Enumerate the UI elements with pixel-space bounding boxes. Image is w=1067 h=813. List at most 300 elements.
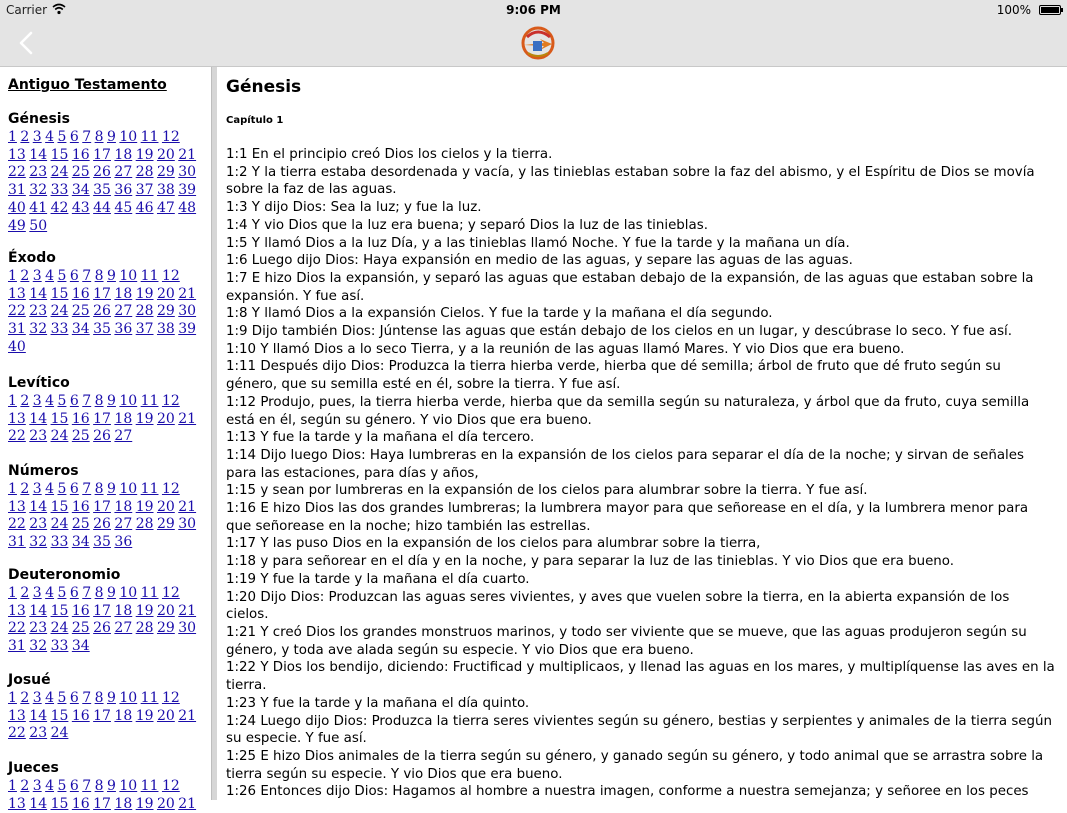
- chapter-link[interactable]: 44: [93, 199, 111, 216]
- chapter-link[interactable]: 10: [119, 481, 138, 497]
- chapter-link[interactable]: 1: [8, 268, 17, 284]
- battery-icon: [1039, 5, 1061, 15]
- verse: 1:19 Y fue la tarde y la mañana el día cuarto.: [226, 571, 530, 587]
- chapter-link[interactable]: 31: [8, 534, 26, 551]
- verse: 1:5 Y llamó Dios a la luz Día, y a las tinieblas llamó Noche. Y fue la tarde y la mañana un día.: [226, 235, 850, 251]
- chapter-link[interactable]: 27: [114, 164, 133, 181]
- chapter-link[interactable]: 27: [114, 428, 133, 445]
- chapter-link[interactable]: 18: [114, 795, 133, 812]
- chapter-link[interactable]: 22: [8, 516, 26, 533]
- chapter-link[interactable]: 17: [93, 498, 111, 515]
- chapter-link[interactable]: 23: [29, 516, 48, 533]
- chapter-link[interactable]: 1: [8, 481, 17, 497]
- chapter-link[interactable]: 13: [8, 602, 26, 619]
- verse: 1:20 Dijo Dios: Produzcan las aguas seres vivientes, y aves que vuelen sobre la tierra, en la abierta expansión de los cielos.: [226, 589, 1010, 623]
- chapter-link[interactable]: 25: [71, 516, 90, 533]
- verse: 1:10 Y llamó Dios a lo seco Tierra, y a la reunión de las aguas llamó Mares. Y vio Dios que era bueno.: [226, 341, 905, 357]
- chapter-link[interactable]: 18: [114, 410, 133, 427]
- chapter-link[interactable]: 48: [178, 199, 197, 216]
- chapter-links: [8, 778, 208, 813]
- chapter-link[interactable]: 29: [156, 620, 175, 637]
- chapter-link[interactable]: 19: [135, 285, 154, 302]
- chapter-link[interactable]: 8: [94, 778, 104, 794]
- chapter-link[interactable]: 27: [114, 516, 133, 533]
- chapter-link[interactable]: 32: [29, 534, 48, 551]
- chapter-link[interactable]: 29: [156, 164, 175, 181]
- chapter-link[interactable]: 14: [29, 410, 48, 427]
- chapter-link[interactable]: 46: [135, 199, 154, 216]
- chapter-link[interactable]: 32: [29, 638, 48, 655]
- chapter-link[interactable]: 26: [93, 164, 111, 181]
- chapter-link[interactable]: 6: [69, 268, 79, 284]
- battery-percent: 100%: [996, 3, 1031, 17]
- chapter-link[interactable]: 15: [50, 146, 69, 163]
- chapter-link[interactable]: 41: [29, 199, 48, 216]
- chapter-row: [8, 796, 208, 813]
- chapter-link[interactable]: 5: [57, 268, 67, 284]
- chapter-link[interactable]: 32: [29, 321, 48, 338]
- verse: 1:12 Produjo, pues, la tierra hierba verde, hierba que da semilla según su naturaleza, y árbol que da fruto, cuya semilla está en él, según su género. Y vio Dios que era bueno.: [226, 394, 1030, 428]
- chapter-link[interactable]: 30: [178, 303, 197, 320]
- chapter-link[interactable]: 15: [50, 410, 69, 427]
- chapter-link[interactable]: 15: [50, 602, 69, 619]
- chapter-link[interactable]: 15: [50, 795, 69, 812]
- chapter-link[interactable]: 29: [156, 303, 175, 320]
- chapter-row: [8, 129, 208, 147]
- chapter-link[interactable]: 22: [8, 428, 26, 445]
- chapter-link[interactable]: 14: [29, 285, 48, 302]
- chapter-link[interactable]: 16: [71, 498, 90, 515]
- chapter-row: [8, 585, 208, 603]
- chapter-link[interactable]: 19: [135, 410, 154, 427]
- chapter-link[interactable]: 4: [45, 481, 55, 497]
- chapter-link[interactable]: 49: [8, 217, 26, 234]
- chapter-link[interactable]: 30: [178, 620, 197, 637]
- chapter-link[interactable]: 12: [161, 129, 180, 145]
- chapter-link[interactable]: 5: [57, 585, 67, 601]
- verse: 1:2 Y la tierra estaba desordenada y vacía, y las tinieblas estaban sobre la faz del abismo, y el Espíritu de Dios se movía sobre la faz de las aguas.: [226, 164, 1035, 198]
- verse: 1:25 E hizo Dios animales de la tierra según su género, y ganado según su género, y todo animal que se arrastra sobre la tierra según su especie. Y vio Dios que era bueno.: [226, 748, 1044, 782]
- book-6: [8, 760, 208, 813]
- chapter-link[interactable]: 16: [71, 146, 90, 163]
- chapter-link[interactable]: 6: [69, 585, 79, 601]
- chapter-link[interactable]: 38: [156, 321, 175, 338]
- chapter-links: [8, 690, 208, 743]
- chapter-row: [8, 200, 208, 218]
- status-bar: [0, 0, 1067, 20]
- chapter-link[interactable]: 19: [135, 602, 154, 619]
- chapter-link[interactable]: 24: [50, 428, 69, 445]
- chapter-link[interactable]: 38: [156, 182, 175, 199]
- chapter-link[interactable]: 18: [114, 602, 133, 619]
- verse: 1:9 Dijo también Dios: Júntense las aguas que están debajo de los cielos en un lugar, y descúbrase lo seco. Y fue así.: [226, 324, 1013, 340]
- chapter-link[interactable]: 21: [178, 498, 197, 515]
- chapter-row: [8, 321, 208, 339]
- book-name: Deuteronomio: [8, 567, 121, 583]
- chapter-link[interactable]: 6: [69, 690, 79, 706]
- chapter-link[interactable]: 17: [93, 795, 111, 812]
- chapter-link[interactable]: 33: [50, 534, 69, 551]
- chapter-link[interactable]: 24: [50, 725, 69, 742]
- chapter-link[interactable]: 16: [71, 795, 90, 812]
- chapter-link[interactable]: 8: [94, 690, 104, 706]
- chapter-link[interactable]: 5: [57, 129, 67, 145]
- verse: 1:13 Y fue la tarde y la mañana el día tercero.: [226, 430, 535, 446]
- chapter-link[interactable]: 13: [8, 285, 26, 302]
- chapter-link[interactable]: 24: [50, 516, 69, 533]
- chapter-row: [8, 303, 208, 321]
- chapter-link[interactable]: 13: [8, 146, 26, 163]
- chapter-link[interactable]: 39: [178, 321, 197, 338]
- chapter-link[interactable]: 43: [71, 199, 90, 216]
- chapter-link[interactable]: 9: [107, 268, 116, 284]
- book-0: [8, 111, 208, 235]
- chapter-link[interactable]: 12: [161, 393, 180, 409]
- chapter-row: [8, 725, 208, 743]
- chapter-link[interactable]: 10: [119, 129, 138, 145]
- chapter-link[interactable]: 6: [69, 481, 79, 497]
- chapter-link[interactable]: 14: [29, 146, 48, 163]
- chapter-link[interactable]: 34: [71, 638, 90, 655]
- chapter-link[interactable]: 20: [156, 410, 175, 427]
- chapter-link[interactable]: 28: [135, 620, 154, 637]
- chapter-link[interactable]: 17: [93, 602, 111, 619]
- verse: 1:18 y para señorear en el día y en la noche, y para separar la luz de las tinieblas. Y vio Dios que era bueno.: [226, 554, 955, 570]
- chapter-link[interactable]: 30: [178, 516, 197, 533]
- book-1: [8, 250, 208, 357]
- chapter-link[interactable]: 17: [93, 707, 111, 724]
- verse: 1:15 y sean por lumbreras en la expansión de los cielos para alumbrar sobre la tierra. Y fue así.: [226, 483, 868, 499]
- chapter-link[interactable]: 18: [114, 285, 133, 302]
- chapter-link[interactable]: 36: [114, 534, 133, 551]
- chapter-link[interactable]: 4: [45, 778, 55, 794]
- chapter-link[interactable]: 26: [93, 620, 111, 637]
- chapter-link[interactable]: 21: [178, 707, 197, 724]
- book-4: [8, 567, 208, 656]
- reading-pane: [226, 67, 1056, 800]
- chapter-link[interactable]: 28: [135, 164, 154, 181]
- chapter-link[interactable]: 27: [114, 303, 133, 320]
- chapter-link[interactable]: 18: [114, 146, 133, 163]
- chapter-links: [8, 268, 208, 357]
- chapter-link[interactable]: 24: [50, 620, 69, 637]
- chapter-row: [8, 393, 208, 411]
- chapter-row: [8, 516, 208, 534]
- chapter-link[interactable]: 9: [107, 585, 116, 601]
- chapter-link[interactable]: 19: [135, 795, 154, 812]
- chapter-link[interactable]: 3: [32, 481, 42, 497]
- chapter-link[interactable]: 50: [29, 217, 48, 234]
- chapter-link[interactable]: 11: [140, 129, 159, 145]
- chapter-link[interactable]: 7: [82, 393, 92, 409]
- chapter-link[interactable]: 35: [93, 182, 111, 199]
- chapter-link[interactable]: 20: [156, 602, 175, 619]
- chapter-link[interactable]: 6: [69, 129, 79, 145]
- book-index-sidebar: [0, 67, 211, 812]
- split-divider[interactable]: [211, 67, 217, 800]
- verse: 1:1 En el principio creó Dios los cielos y la tierra.: [226, 147, 553, 162]
- chapter-link[interactable]: 4: [45, 268, 55, 284]
- verse: 1:6 Luego dijo Dios: Haya expansión en medio de las aguas, y separe las aguas de las aguas.: [226, 253, 853, 269]
- chapter-row: [8, 339, 208, 357]
- chapter-links: [8, 129, 208, 235]
- chapter-link[interactable]: 14: [29, 707, 48, 724]
- verse: 1:3 Y dijo Dios: Sea la luz; y fue la luz.: [226, 200, 482, 216]
- chapter-link[interactable]: 2: [20, 690, 30, 706]
- chapter-link[interactable]: 29: [156, 516, 175, 533]
- chapter-link[interactable]: 14: [29, 602, 48, 619]
- verse: 1:8 Y llamó Dios a la expansión Cielos. Y fue la tarde y la mañana el día segundo.: [226, 306, 773, 322]
- chapter-link[interactable]: 22: [8, 303, 26, 320]
- chapter-link[interactable]: 45: [114, 199, 133, 216]
- chapter-link[interactable]: 10: [119, 690, 138, 706]
- chapter-link[interactable]: 11: [140, 585, 159, 601]
- chapter-link[interactable]: 39: [178, 182, 197, 199]
- chapter-link[interactable]: 23: [29, 428, 48, 445]
- chapter-link[interactable]: 28: [135, 303, 154, 320]
- chapter-link[interactable]: 28: [135, 516, 154, 533]
- chapter-link[interactable]: 7: [82, 585, 92, 601]
- chapter-link[interactable]: 18: [114, 707, 133, 724]
- chapter-link[interactable]: 3: [32, 690, 42, 706]
- chapter-link[interactable]: 12: [161, 778, 180, 794]
- chapter-row: [8, 499, 208, 517]
- chapter-link[interactable]: 34: [71, 534, 90, 551]
- verse: 1:11 Después dijo Dios: Produzca la tierra hierba verde, hierba que dé semilla; árbol de fruto que dé fruto según su género, que su semilla esté en él, sobre la tierra. Y fue así.: [226, 359, 1001, 393]
- chapter-link[interactable]: 10: [119, 778, 138, 794]
- chapter-link[interactable]: 15: [50, 498, 69, 515]
- verse: 1:7 E hizo Dios la expansión, y separó las aguas que estaban debajo de la expansión, de las aguas que estaban sobre la expansión. Y fue así.: [226, 270, 1034, 304]
- chapter-link[interactable]: 13: [8, 795, 26, 812]
- chapter-link[interactable]: 13: [8, 410, 26, 427]
- chapter-link[interactable]: 24: [50, 303, 69, 320]
- chapter-link[interactable]: 24: [50, 164, 69, 181]
- chapter-link[interactable]: 8: [94, 129, 104, 145]
- chapter-link[interactable]: 5: [57, 393, 67, 409]
- chapter-link[interactable]: 11: [140, 481, 159, 497]
- book-name: Josué: [8, 672, 51, 688]
- chapter-link[interactable]: 6: [69, 778, 79, 794]
- chapter-link[interactable]: 19: [135, 498, 154, 515]
- chapter-link[interactable]: 12: [161, 268, 180, 284]
- chapter-link[interactable]: 8: [94, 481, 104, 497]
- chapter-link[interactable]: 26: [93, 516, 111, 533]
- chapter-link[interactable]: 19: [135, 707, 154, 724]
- chapter-link[interactable]: 17: [93, 410, 111, 427]
- chapter-link[interactable]: 18: [114, 498, 133, 515]
- chapter-link[interactable]: 9: [107, 778, 116, 794]
- chapter-row: [8, 638, 208, 656]
- chapter-link[interactable]: 5: [57, 481, 67, 497]
- chapter-row: [8, 778, 208, 796]
- chapter-row: [8, 481, 208, 499]
- chapter-link[interactable]: 16: [71, 602, 90, 619]
- chapter-link[interactable]: 12: [161, 585, 180, 601]
- chapter-link[interactable]: 4: [45, 129, 55, 145]
- book-title: Génesis: [226, 77, 302, 97]
- chapter-link[interactable]: 16: [71, 285, 90, 302]
- chapter-link[interactable]: 3: [32, 129, 42, 145]
- chapter-link[interactable]: 33: [50, 638, 69, 655]
- chapter-link[interactable]: 4: [45, 690, 55, 706]
- chapter-link[interactable]: 27: [114, 620, 133, 637]
- chapter-link[interactable]: 4: [45, 393, 55, 409]
- chapter-link[interactable]: 14: [29, 795, 48, 812]
- chapter-link[interactable]: 22: [8, 725, 26, 742]
- chapter-link[interactable]: 11: [140, 778, 159, 794]
- chapter-link[interactable]: 47: [156, 199, 175, 216]
- chapter-link[interactable]: 11: [140, 393, 159, 409]
- chapter-link[interactable]: 26: [93, 428, 111, 445]
- book-name: Jueces: [8, 760, 59, 776]
- chapter-link[interactable]: 2: [20, 778, 30, 794]
- chapter-link[interactable]: 16: [71, 707, 90, 724]
- chapter-link[interactable]: 3: [32, 268, 42, 284]
- chapter-link[interactable]: 1: [8, 129, 17, 145]
- chapter-link[interactable]: 9: [107, 129, 116, 145]
- chapter-link[interactable]: 34: [71, 182, 90, 199]
- chapter-link[interactable]: 33: [50, 182, 69, 199]
- chapter-link[interactable]: 40: [8, 199, 26, 216]
- chapter-link[interactable]: 37: [135, 321, 154, 338]
- chapter-link[interactable]: 37: [135, 182, 154, 199]
- chapter-link[interactable]: 7: [82, 778, 92, 794]
- chapter-link[interactable]: 23: [29, 164, 48, 181]
- chapter-row: [8, 286, 208, 304]
- chapter-link[interactable]: 10: [119, 268, 138, 284]
- chapter-row: [8, 268, 208, 286]
- section-title[interactable]: Antiguo Testamento: [8, 77, 167, 93]
- chapter-link[interactable]: 31: [8, 638, 26, 655]
- chapter-link[interactable]: 2: [20, 481, 30, 497]
- chapter-link[interactable]: 26: [93, 303, 111, 320]
- chapter-link[interactable]: 21: [178, 410, 197, 427]
- chapter-link[interactable]: 12: [161, 481, 180, 497]
- chapter-link[interactable]: 34: [71, 321, 90, 338]
- book-name: Números: [8, 463, 79, 479]
- chapter-link[interactable]: 10: [119, 393, 138, 409]
- chapter-link[interactable]: 1: [8, 690, 17, 706]
- chapter-link[interactable]: 7: [82, 690, 92, 706]
- chapter-row: [8, 534, 208, 552]
- chapter-link[interactable]: 15: [50, 707, 69, 724]
- chapter-link[interactable]: 35: [93, 321, 111, 338]
- chapter-link[interactable]: 15: [50, 285, 69, 302]
- chapter-link[interactable]: 33: [50, 321, 69, 338]
- chapter-link[interactable]: 31: [8, 321, 26, 338]
- chapter-link[interactable]: 3: [32, 585, 42, 601]
- chapter-link[interactable]: 13: [8, 707, 26, 724]
- chapter-link[interactable]: 11: [140, 690, 159, 706]
- chapter-link[interactable]: 2: [20, 585, 30, 601]
- chapter-link[interactable]: 32: [29, 182, 48, 199]
- chapter-link[interactable]: 20: [156, 707, 175, 724]
- chapter-link[interactable]: 14: [29, 498, 48, 515]
- chapter-link[interactable]: 8: [94, 393, 104, 409]
- chapter-link[interactable]: 25: [71, 428, 90, 445]
- chapter-link[interactable]: 1: [8, 778, 17, 794]
- chapter-link[interactable]: 7: [82, 268, 92, 284]
- chapter-link[interactable]: 12: [161, 690, 180, 706]
- chapter-link[interactable]: 25: [71, 164, 90, 181]
- chapter-link[interactable]: 23: [29, 303, 48, 320]
- chapter-link[interactable]: 23: [29, 725, 48, 742]
- chapter-row: [8, 603, 208, 621]
- chapter-link[interactable]: 8: [94, 585, 104, 601]
- chapter-link[interactable]: 22: [8, 620, 26, 637]
- clock: 9:06 PM: [506, 3, 561, 17]
- book-2: [8, 375, 208, 446]
- chapter-links: [8, 585, 208, 656]
- chapter-link[interactable]: 40: [8, 338, 26, 355]
- chapter-link[interactable]: 11: [140, 268, 159, 284]
- chapter-link[interactable]: 19: [135, 146, 154, 163]
- chapter-link[interactable]: 9: [107, 690, 116, 706]
- chapter-link[interactable]: 16: [71, 410, 90, 427]
- chapter-link[interactable]: 30: [178, 164, 197, 181]
- chapter-link[interactable]: 4: [45, 585, 55, 601]
- chapter-link[interactable]: 20: [156, 795, 175, 812]
- chapter-link[interactable]: 2: [20, 393, 30, 409]
- chapter-link[interactable]: 21: [178, 795, 197, 812]
- back-button[interactable]: [14, 29, 40, 57]
- chapter-link[interactable]: 17: [93, 285, 111, 302]
- chapter-link[interactable]: 1: [8, 585, 17, 601]
- chapter-link[interactable]: 9: [107, 393, 116, 409]
- chapter-link[interactable]: 20: [156, 146, 175, 163]
- chapter-link[interactable]: 1: [8, 393, 17, 409]
- chapter-link[interactable]: 2: [20, 129, 30, 145]
- chapter-link[interactable]: 23: [29, 620, 48, 637]
- chapter-link[interactable]: 9: [107, 481, 116, 497]
- chapter-link[interactable]: 17: [93, 146, 111, 163]
- verse: 1:23 Y fue la tarde y la mañana el día quinto.: [226, 695, 530, 711]
- chapter-link[interactable]: 7: [82, 481, 92, 497]
- verse: 1:17 Y las puso Dios en la expansión de los cielos para alumbrar sobre la tierra,: [226, 536, 761, 552]
- chapter-link[interactable]: 25: [71, 303, 90, 320]
- chapter-row: [8, 620, 208, 638]
- chapter-link[interactable]: 10: [119, 585, 138, 601]
- chapter-link[interactable]: 42: [50, 199, 69, 216]
- chapter-link[interactable]: 3: [32, 778, 42, 794]
- chapter-link[interactable]: 6: [69, 393, 79, 409]
- chapter-link[interactable]: 21: [178, 285, 197, 302]
- chapter-row: [8, 164, 208, 182]
- chapter-row: [8, 218, 208, 236]
- chapter-link[interactable]: 36: [114, 321, 133, 338]
- chapter-link[interactable]: 5: [57, 778, 67, 794]
- chapter-link[interactable]: 20: [156, 498, 175, 515]
- chapter-link[interactable]: 2: [20, 268, 30, 284]
- chapter-link[interactable]: 3: [32, 393, 42, 409]
- chapter-link[interactable]: 20: [156, 285, 175, 302]
- chapter-link[interactable]: 5: [57, 690, 67, 706]
- chapter-link[interactable]: 21: [178, 602, 197, 619]
- chapter-link[interactable]: 21: [178, 146, 197, 163]
- chapter-link[interactable]: 13: [8, 498, 26, 515]
- chapter-link[interactable]: 22: [8, 164, 26, 181]
- verse: 1:16 E hizo Dios las dos grandes lumbreras; la lumbrera mayor para que señorease en el día, y la lumbrera menor para que señorease en la noche; hizo también las estrellas.: [226, 501, 1029, 534]
- chapter-link[interactable]: 8: [94, 268, 104, 284]
- chapter-link[interactable]: 36: [114, 182, 133, 199]
- chapter-row: [8, 182, 208, 200]
- chapter-link[interactable]: 35: [93, 534, 111, 551]
- verse-list: [226, 146, 1056, 801]
- chapter-link[interactable]: 31: [8, 182, 26, 199]
- chapter-link[interactable]: 25: [71, 620, 90, 637]
- chapter-link[interactable]: 7: [82, 129, 92, 145]
- book-name: Éxodo: [8, 250, 56, 266]
